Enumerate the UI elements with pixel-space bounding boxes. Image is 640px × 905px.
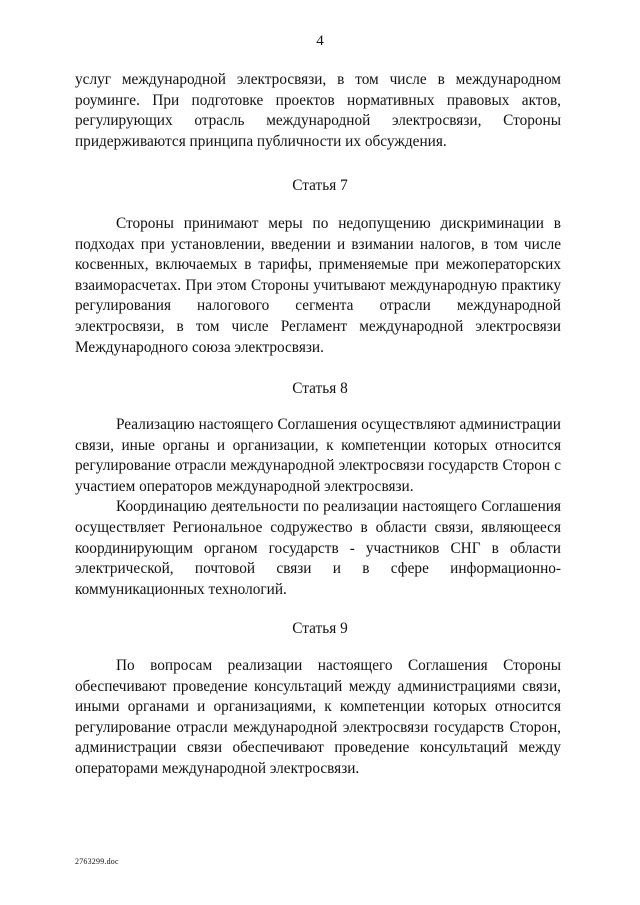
article-9-paragraph-1: По вопросам реализации настоящего Соглашения Стороны обеспечивают проведение консультаций между администрациями связи, иными органами и организациями, к компетенции которых относится регулирование отрасли международной электросвязи государств Сторон, администрации связи обеспечивают проведение консультаций между операторами международной электросвязи. [75,657,561,777]
continuation-block [75,70,561,152]
article-7-paragraph-1: Стороны принимают меры по недопущению дискриминации в подходах при установлении, введении и взимании налогов, в том числе косвенных, включаемых в тарифы, применяемые при межоператорских взаиморасчетах. При этом Стороны учитывают международную практику регулирования налогового сегмента отрасли международной электросвязи, в том числе Регламент международной электросвязи Международного союза электросвязи. [75,215,561,356]
article-7-body [75,214,561,358]
continuation-paragraph: услуг международной электросвязи, в том числе в международном роуминге. При подготовке проектов нормативных правовых актов, регулирующих отрасль международной электросвязи, Стороны придерживаются принципа публичности их обсуждения. [75,71,561,150]
article-9-heading: Статья 9 [292,620,348,637]
article-8-paragraph-1: Реализацию настоящего Соглашения осуществляют администрации связи, иные органы и организации, к компетенции которых относится регулирование отрасли международной электросвязи государств Сторон с участием операторов международной электросвязи. [75,416,561,495]
page-number: 4 [316,33,324,49]
article-8-heading: Статья 8 [292,380,348,397]
article-8-paragraph-2: Координацию деятельности по реализации настоящего Соглашения осуществляет Региональное содружество в области связи, являющееся координирующим органом государств - участников СНГ в области электрической, почтовой связи и в сфере информационно-коммуникационных технологий. [75,498,561,598]
article-7-heading: Статья 7 [292,177,348,194]
document-filename: 2763299.doc [75,857,119,866]
article-8-body [75,415,561,600]
article-9-body [75,656,561,780]
